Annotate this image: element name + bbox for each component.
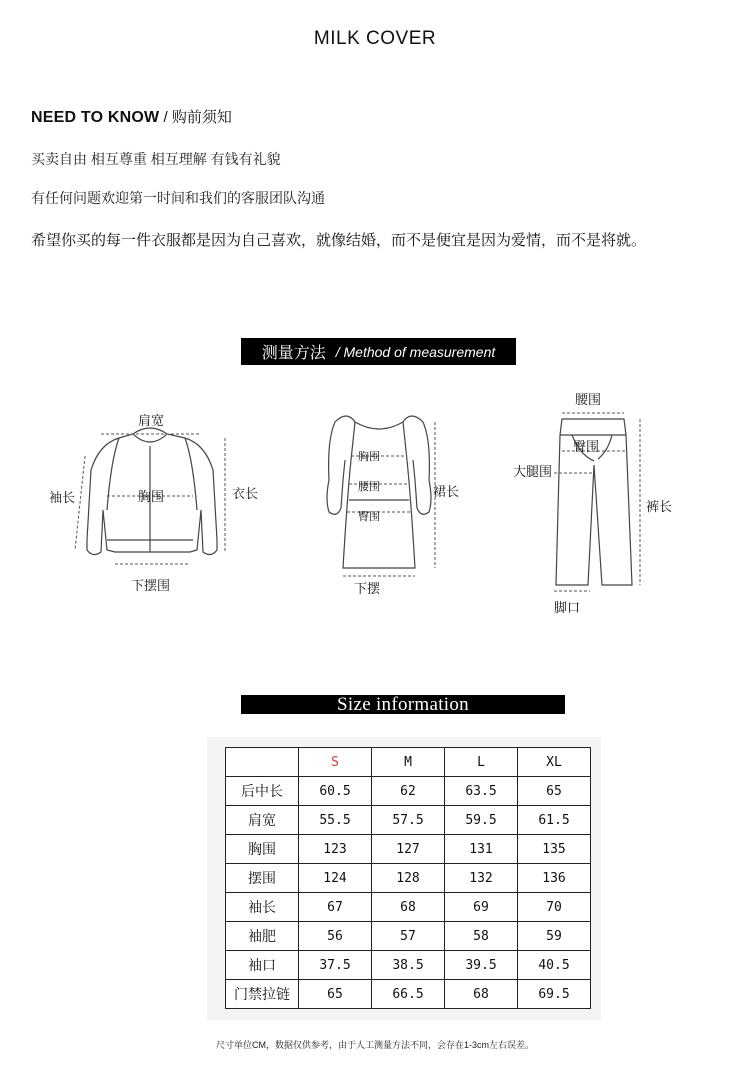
table-row: [226, 980, 591, 1009]
pants-hip-label: 臀围: [573, 439, 600, 454]
table-cell: 135: [518, 835, 591, 864]
pants-leg-opening-label: 脚口: [554, 600, 581, 615]
table-cell: 123: [299, 835, 372, 864]
header-size-m: M: [372, 748, 445, 777]
table-row: [226, 893, 591, 922]
table-cell: 65: [299, 980, 372, 1009]
table-cell: 57: [372, 922, 445, 951]
footnote: 尺寸单位CM，数据仅供参考，由于人工测量方法不同，会存在1-3cm左右误差。: [215, 1040, 534, 1050]
dress-hem-label: 下摆: [354, 581, 381, 596]
table-cell: 70: [518, 893, 591, 922]
table-cell: 132: [445, 864, 518, 893]
header-size-l: L: [445, 748, 518, 777]
table-cell: 56: [299, 922, 372, 951]
table-cell: 65: [518, 777, 591, 806]
table-cell: 61.5: [518, 806, 591, 835]
row-label: 肩宽: [226, 806, 299, 835]
jacket-hem-label: 下摆围: [131, 578, 171, 593]
dress-length-label: 裙长: [433, 484, 460, 499]
size-table-panel: [207, 737, 601, 1020]
notice-line-1: 买卖自由 相互尊重 相互理解 有钱有礼貌: [31, 151, 281, 167]
table-cell: 59.5: [445, 806, 518, 835]
table-cell: 124: [299, 864, 372, 893]
table-row: [226, 806, 591, 835]
header-size-xl: XL: [518, 748, 591, 777]
table-cell: 131: [445, 835, 518, 864]
table-cell: 69.5: [518, 980, 591, 1009]
table-row: [226, 922, 591, 951]
table-cell: 58: [445, 922, 518, 951]
jacket-sleeve-label: 袖长: [49, 490, 76, 505]
table-cell: 68: [372, 893, 445, 922]
measurement-banner-en: / Method of measurement: [335, 343, 496, 360]
need-to-know-cn: / 购前须知: [159, 109, 232, 126]
table-row: [226, 777, 591, 806]
dress-waist-label: 腰围: [358, 481, 380, 493]
table-cell: 59: [518, 922, 591, 951]
row-label: 后中长: [226, 777, 299, 806]
size-table-header: [226, 748, 591, 777]
dress-hip-label: 臀围: [358, 511, 380, 523]
dress-chest-label: 胸围: [358, 451, 380, 463]
table-cell: 127: [372, 835, 445, 864]
table-cell: 60.5: [299, 777, 372, 806]
size-table: [225, 747, 591, 1009]
header-blank: [226, 748, 299, 777]
measurement-banner-cn: 测量方法: [261, 345, 326, 362]
row-label: 胸围: [226, 835, 299, 864]
row-label: 摆围: [226, 864, 299, 893]
pants-diagram: [540, 405, 660, 595]
size-information-banner: Size information: [241, 695, 565, 714]
table-cell: 63.5: [445, 777, 518, 806]
need-to-know-en: NEED TO KNOW: [31, 109, 160, 126]
notice-line-2: 有任何问题欢迎第一时间和我们的客服团队沟通: [31, 190, 325, 206]
pants-length-label: 裤长: [646, 499, 673, 514]
table-cell: 66.5: [372, 980, 445, 1009]
row-label: 袖口: [226, 951, 299, 980]
table-cell: 38.5: [372, 951, 445, 980]
need-to-know-heading: [31, 106, 232, 127]
dress-sketch-icon: [315, 400, 445, 580]
pants-thigh-label: 大腿围: [513, 464, 553, 479]
table-cell: 136: [518, 864, 591, 893]
jacket-length-label: 衣长: [232, 486, 259, 501]
row-label: 袖长: [226, 893, 299, 922]
brand-title: MILK COVER: [313, 28, 437, 49]
table-cell: 37.5: [299, 951, 372, 980]
measurement-banner: [241, 338, 516, 365]
table-cell: 69: [445, 893, 518, 922]
jacket-shoulder-label: 肩宽: [138, 413, 165, 428]
jacket-chest-label: 胸围: [138, 489, 165, 504]
row-label: 袖肥: [226, 922, 299, 951]
table-row: [226, 951, 591, 980]
table-cell: 55.5: [299, 806, 372, 835]
table-row: [226, 864, 591, 893]
table-row: [226, 835, 591, 864]
table-cell: 57.5: [372, 806, 445, 835]
table-cell: 128: [372, 864, 445, 893]
table-cell: 40.5: [518, 951, 591, 980]
header-size-s: S: [299, 748, 372, 777]
table-cell: 68: [445, 980, 518, 1009]
row-label: 门禁拉链: [226, 980, 299, 1009]
pants-sketch-icon: [540, 405, 660, 595]
dress-diagram: [315, 400, 445, 580]
table-cell: 39.5: [445, 951, 518, 980]
table-cell: 62: [372, 777, 445, 806]
notice-line-3: 希望你买的每一件衣服都是因为自己喜欢，就像结婚，而不是便宜是因为爱情，而不是将就。: [31, 232, 647, 249]
pants-waist-label: 腰围: [575, 392, 602, 407]
table-cell: 67: [299, 893, 372, 922]
